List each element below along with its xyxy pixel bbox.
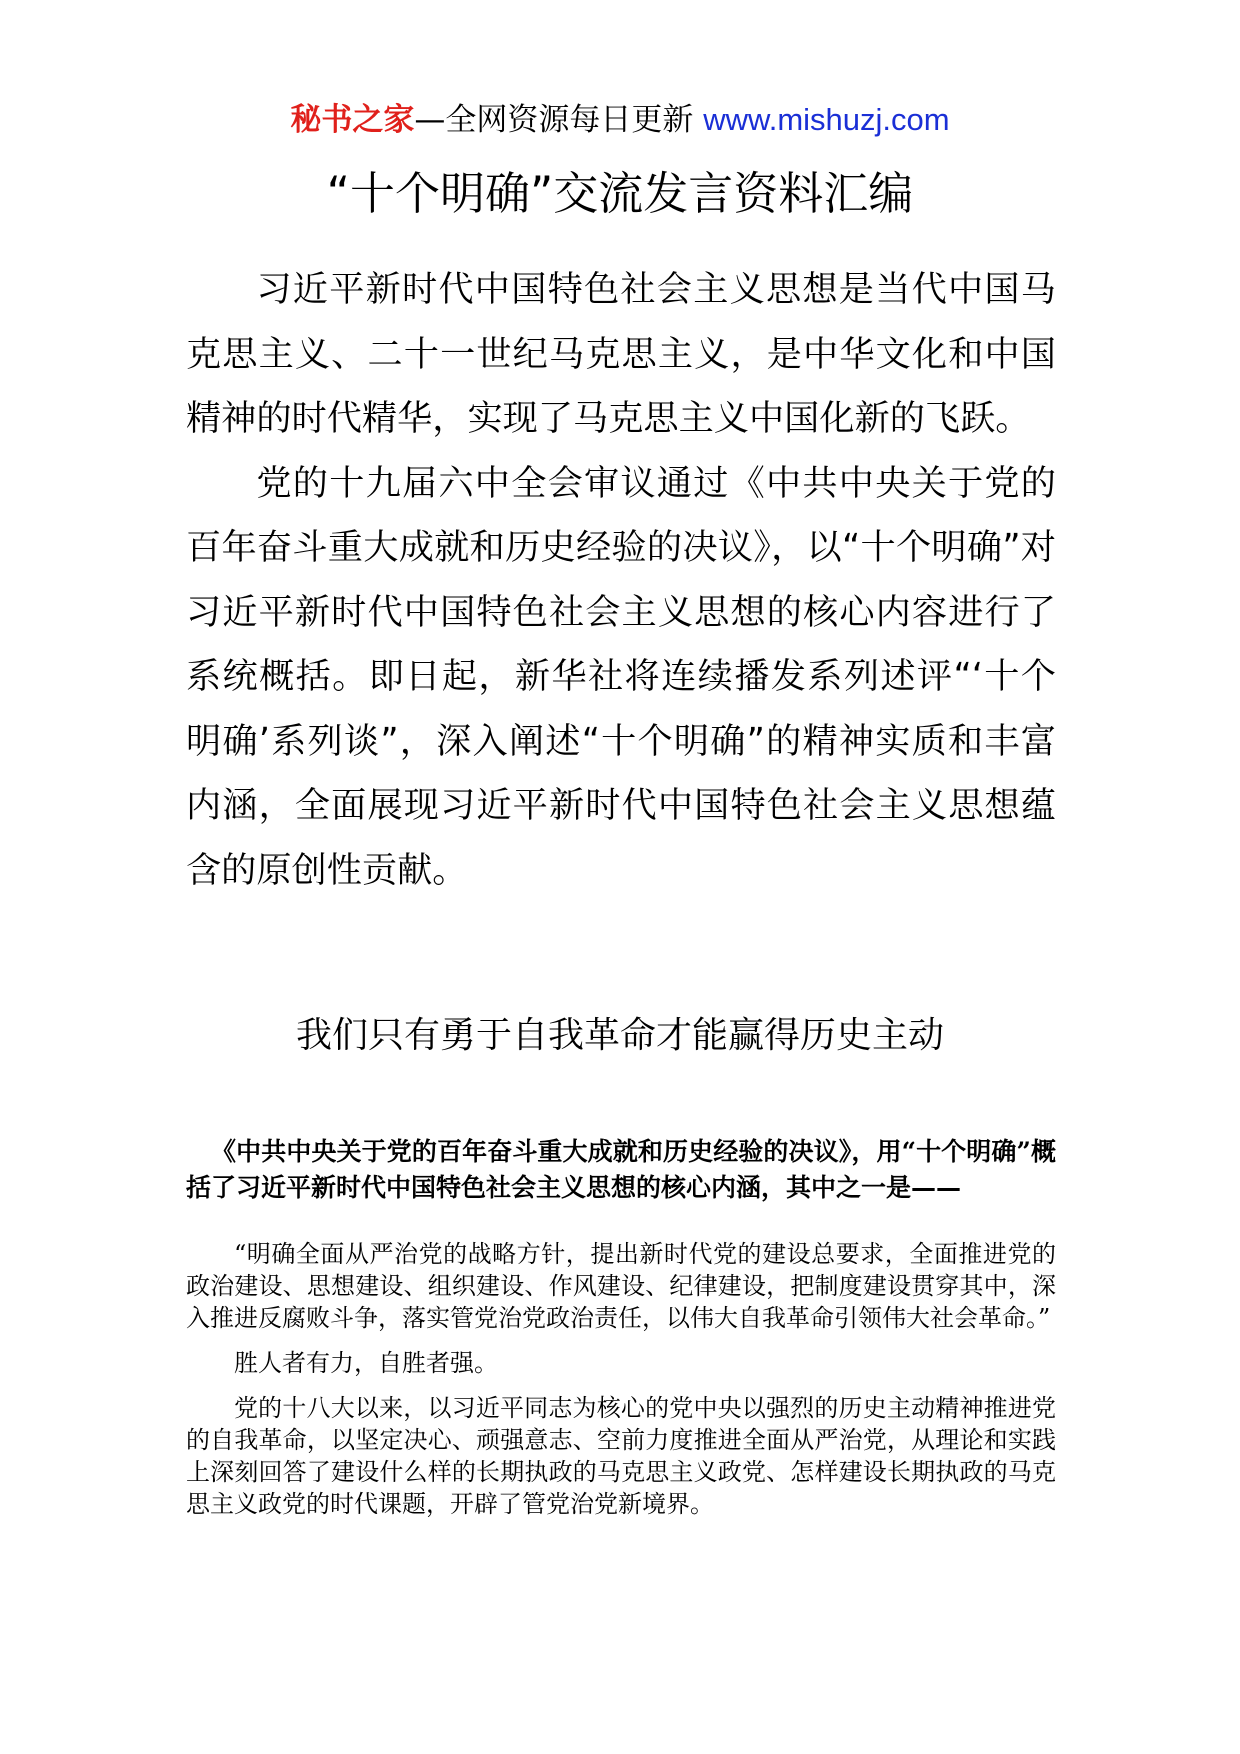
body-section (186, 1238, 1056, 1533)
site-tagline: —全网资源每日更新 (414, 102, 704, 138)
body-paragraph: 胜人者有力，自胜者强。 (234, 1349, 498, 1377)
body-paragraph: 党的十八大以来，以习近平同志为核心的党中央以强烈的历史主动精神推进党的自我革命，以坚定决心、顽强意志、空前力度推进全面从严治党，从理论和实践上深刻回答了建设什么样的长期执政的马克思主义政党、怎样建设长期执政的马克思主义政党的时代课题，开辟了管党治党新境界。 (186, 1394, 1056, 1518)
body-paragraph: “明确全面从严治党的战略方针，提出新时代党的建设总要求，全面推进党的政治建设、思想建设、组织建设、作风建设、纪律建设，把制度建设贯穿其中，深入推进反腐败斗争，落实管党治党政治责任，以伟大自我革命引领伟大社会革命。” (186, 1240, 1056, 1332)
document-title: “十个明确”交流发言资料汇编 (326, 167, 914, 220)
lead-paragraph: 《中共中央关于党的百年奋斗重大成就和历史经验的决议》，用“十个明确”概括了习近平新时代中国特色社会主义思想的核心内涵，其中之一是—— (186, 1137, 1056, 1202)
intro-paragraph: 习近平新时代中国特色社会主义思想是当代中国马克思主义、二十一世纪马克思主义，是中华文化和中国精神的时代精华，实现了马克思主义中国化新的飞跃。 (186, 269, 1056, 439)
section-title: 我们只有勇于自我革命才能赢得历史主动 (295, 1015, 944, 1056)
site-url-link[interactable]: www.mishuzj.com (703, 102, 950, 137)
site-banner (0, 100, 1240, 140)
site-brand: 秘书之家 (290, 102, 415, 138)
intro-section (186, 258, 1056, 903)
intro-paragraph: 党的十九届六中全会审议通过《中共中央关于党的百年奋斗重大成就和历史经验的决议》，以“十个明确”对习近平新时代中国特色社会主义思想的核心内容进行了系统概括。即日起，新华社将连续播发系列述评“‘十个明确’系列谈”，深入阐述“十个明确”的精神实质和丰富内涵，全面展现习近平新时代中国特色社会主义思想蕴含的原创性贡献。 (186, 462, 1056, 891)
